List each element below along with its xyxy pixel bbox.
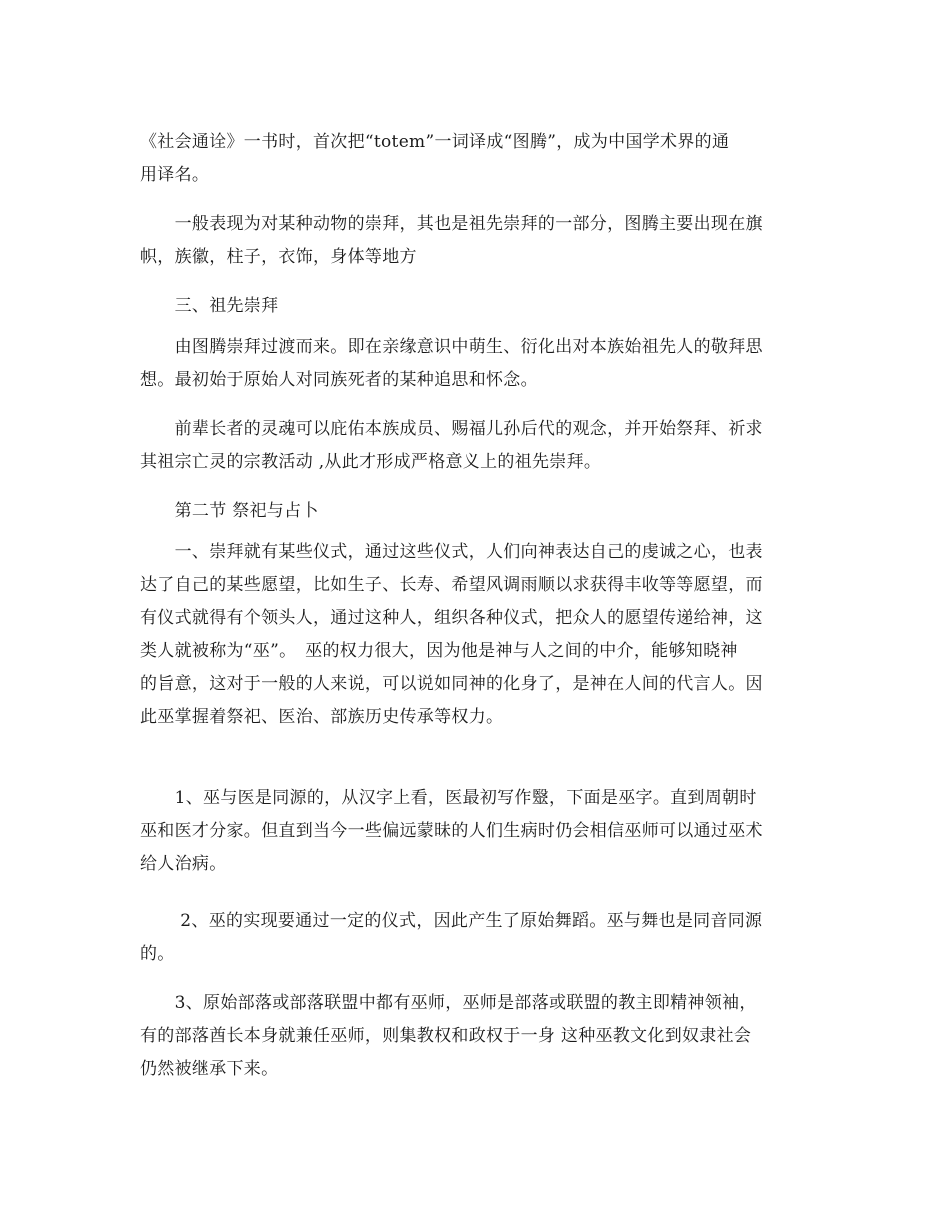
section-heading: 第二节 祭祀与占卜 bbox=[140, 501, 319, 521]
heading-ancestor-worship bbox=[140, 290, 812, 323]
paragraph-ancestor-origin bbox=[140, 331, 812, 397]
paragraph-totem-description bbox=[140, 208, 812, 274]
text-line: 用译名。 bbox=[140, 165, 210, 185]
paragraph-shaman-dance bbox=[140, 905, 812, 971]
text-line: 想。最初始于原始人对同族死者的某种追思和怀念。 bbox=[140, 370, 538, 390]
text-line: 其祖宗亡灵的宗教活动 ,从此才形成严格意义上的祖先崇拜。 bbox=[140, 452, 602, 472]
text-line: 巫和医才分家。但直到当今一些偏远蒙昧的人们生病时仍会相信巫师可以通过巫术 bbox=[140, 821, 763, 841]
text-line: 给人治病。 bbox=[140, 854, 227, 874]
text-line: 2、巫的实现要通过一定的仪式，因此产生了原始舞蹈。巫与舞也是同音同源 bbox=[140, 911, 763, 931]
text-line: 有仪式就得有个领头人，通过这种人，组织各种仪式，把众人的愿望传递给神，这 bbox=[140, 608, 763, 628]
paragraph-ancestor-spirits bbox=[140, 413, 812, 479]
section-heading: 三、祖先崇拜 bbox=[140, 296, 279, 316]
text-line: 仍然被继承下来。 bbox=[140, 1059, 279, 1079]
paragraph-shaman-tribe bbox=[140, 987, 812, 1086]
text-line: 的旨意，这对于一般的人来说，可以说如同神的化身了，是神在人间的代言人。因 bbox=[140, 674, 763, 694]
text-line: 此巫掌握着祭祀、医治、部族历史传承等权力。 bbox=[140, 707, 504, 727]
paragraph-totem-translation bbox=[140, 126, 812, 192]
heading-section-two bbox=[140, 495, 812, 528]
text-line: 一、崇拜就有某些仪式，通过这些仪式，人们向神表达自己的虔诚之心，也表 bbox=[140, 542, 763, 562]
text-line: 一般表现为对某种动物的崇拜，其也是祖先崇拜的一部分，图腾主要出现在旗 bbox=[140, 214, 763, 234]
text-line: 3、原始部落或部落联盟中都有巫师，巫师是部落或联盟的教主即精神领袖， bbox=[140, 993, 757, 1013]
text-line: 达了自己的某些愿望，比如生子、长寿、希望风调雨顺以求获得丰收等等愿望，而 bbox=[140, 575, 763, 595]
text-line: 的。 bbox=[140, 944, 175, 964]
text-line: 1、巫与医是同源的，从汉字上看，医最初写作毉，下面是巫字。直到周朝时 bbox=[140, 788, 757, 808]
text-line: 前辈长者的灵魂可以庇佑本族成员、赐福儿孙后代的观念，并开始祭拜、祈求 bbox=[140, 419, 763, 439]
paragraph-shaman-medicine bbox=[140, 782, 812, 881]
paragraph-rituals-shaman bbox=[140, 536, 812, 734]
text-line: 《社会通诠》一书时，首次把“totem”一词译成“图腾”，成为中国学术界的通 bbox=[140, 132, 730, 152]
text-line: 由图腾崇拜过渡而来。即在亲缘意识中萌生、衍化出对本族始祖先人的敬拜思 bbox=[140, 337, 763, 357]
text-line: 帜，族徽，柱子，衣饰，身体等地方 bbox=[140, 247, 417, 267]
text-line: 有的部落酋长本身就兼任巫师，则集教权和政权于一身 这种巫教文化到奴隶社会 bbox=[140, 1026, 752, 1046]
text-line: 类人就被称为“巫”。 巫的权力很大，因为他是神与人之间的中介，能够知晓神 bbox=[140, 641, 738, 661]
